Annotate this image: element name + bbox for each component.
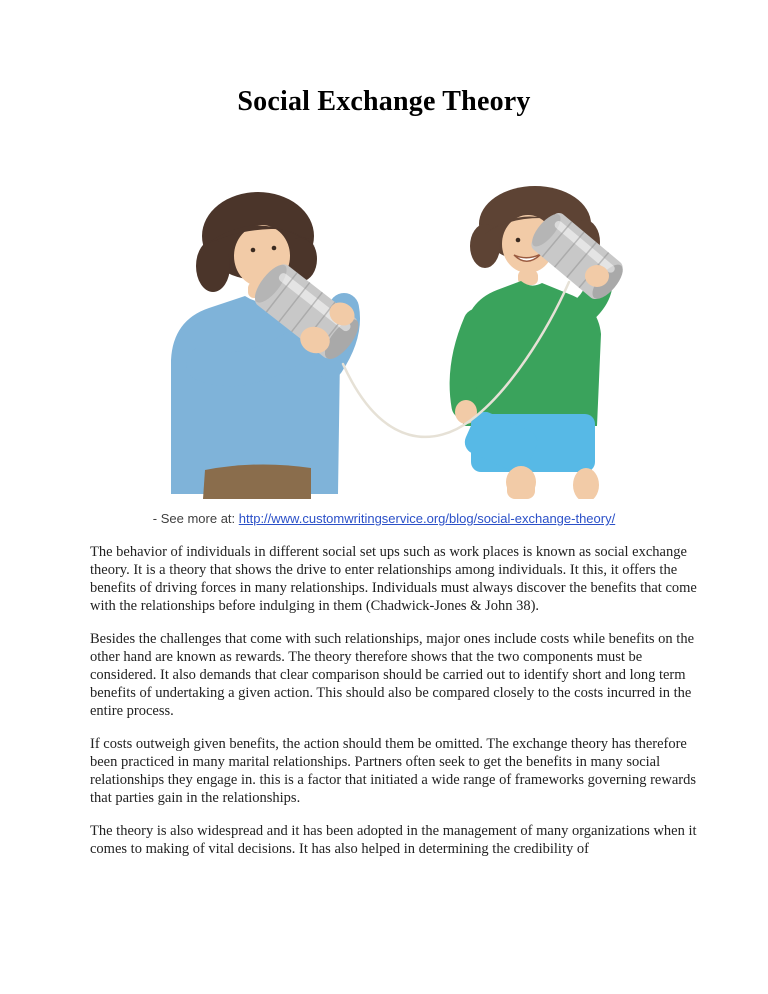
tin-can-telephone-photo (145, 184, 640, 499)
tin-can-telephone-illustration (145, 184, 640, 499)
right-boy-hand (585, 265, 609, 287)
see-more-prefix: - See more at: (152, 511, 239, 526)
left-boy-pants (203, 464, 311, 499)
paragraph-2: Besides the challenges that come with such relationships, major ones include costs while benefits on the other hand are known as rewards. The theory therefore shows that the two components must be considered. It also demands that clear comparison should be carried out to identify short and long term benefits of undertaking a given action. This should also be compared closely to the costs incurred in the entire process. (90, 631, 695, 719)
page-title: Social Exchange Theory (237, 86, 531, 117)
see-more-link[interactable]: http://www.customwritingservice.org/blog/social-exchange-theory/ (238, 511, 616, 526)
article-body (90, 543, 698, 873)
paragraph-1: The behavior of individuals in different social set ups such as work places is known as social exchange theory. It is a theory that shows the drive to enter relationships among individuals. It this, it offers the benefits of driving forces in many relationships. Individuals must always discover the benefits that come with the relationships before indulging in them (Chadwick-Jones & John 38). (90, 544, 697, 614)
see-more-line (0, 511, 768, 526)
paragraph-3: If costs outweigh given benefits, the action should them be omitted. The exchange theory has therefore been practiced in many marital relationships. Partners often seek to get the benefits in many social relationships they engage in. this is a factor that initiated a wide range of frameworks governing rewards that parties gain in the relationships. (90, 736, 696, 806)
paragraph-4: The theory is also widespread and it has been adopted in the management of many organizations when it comes to making of vital decisions. It has also helped in determining the credibility of (90, 823, 697, 857)
